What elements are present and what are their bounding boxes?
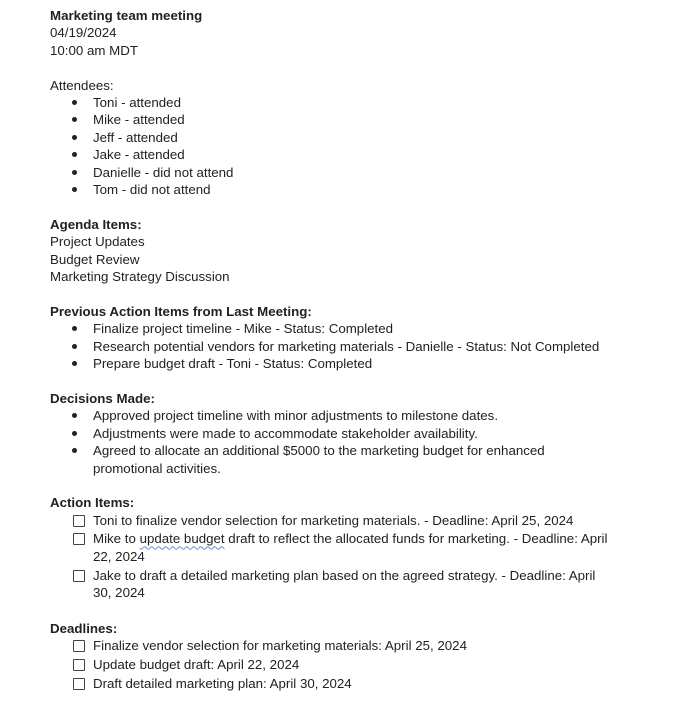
list-item: Finalize project timeline - Mike - Status: Completed — [50, 320, 653, 337]
list-item: Adjustments were made to accommodate stakeholder availability. — [50, 425, 593, 442]
deadlines-checklist — [50, 637, 650, 692]
list-item: Research potential vendors for marketing materials - Danielle - Status: Not Completed — [50, 338, 653, 355]
previous-action-items-heading: Previous Action Items from Last Meeting: — [50, 303, 312, 319]
agenda-item: Budget Review — [50, 251, 140, 267]
spacer — [50, 285, 650, 302]
checkbox[interactable] — [73, 659, 85, 671]
agenda-item: Marketing Strategy Discussion — [50, 269, 230, 285]
checkbox[interactable] — [73, 640, 85, 652]
meeting-title: Marketing team meeting — [50, 8, 203, 23]
list-item: Toni - attended — [50, 94, 593, 111]
checklist-item: Draft detailed marketing plan: April 30, 2024 — [50, 675, 613, 692]
bullet-icon — [72, 413, 77, 418]
list-item: Mike - attended — [50, 111, 593, 128]
checklist-item: Finalize vendor selection for marketing materials: April 25, 2024 — [50, 637, 613, 654]
bullet-icon — [72, 344, 77, 349]
list-item: Jake - attended — [50, 146, 593, 163]
decisions-heading: Decisions Made: — [50, 390, 155, 406]
list-item: Agreed to allocate an additional $5000 to the marketing budget for enhanced promotional activities. — [50, 442, 593, 477]
checklist-item: Mike to update budget draft to reflect the allocated funds for marketing. - Deadline: April 22, 2024 — [50, 530, 613, 565]
spellcheck-flagged-text[interactable]: update budget — [139, 531, 225, 547]
bullet-icon — [72, 117, 77, 122]
checklist-item: Jake to draft a detailed marketing plan based on the agreed strategy. - Deadline: April 30, 2024 — [50, 567, 613, 602]
checkbox[interactable] — [73, 678, 85, 690]
list-item: Danielle - did not attend — [50, 164, 593, 181]
spacer — [50, 477, 650, 494]
spacer — [50, 59, 650, 76]
meeting-date: 04/19/2024 — [50, 25, 117, 41]
checklist-item: Toni to finalize vendor selection for marketing materials. - Deadline: April 25, 2024 — [50, 512, 613, 529]
bullet-icon — [72, 170, 77, 175]
decisions-list — [50, 407, 650, 477]
bullet-icon — [72, 361, 77, 366]
checkbox[interactable] — [73, 533, 85, 545]
action-items-heading: Action Items: — [50, 495, 135, 511]
checkbox[interactable] — [73, 515, 85, 527]
agenda-heading: Agenda Items: — [50, 216, 142, 232]
bullet-icon — [72, 448, 77, 453]
bullet-icon — [72, 187, 77, 192]
list-item: Approved project timeline with minor adjustments to milestone dates. — [50, 407, 593, 424]
bullet-icon — [72, 135, 77, 140]
deadlines-heading: Deadlines: — [50, 621, 118, 637]
action-items-checklist — [50, 512, 650, 602]
list-item: Jeff - attended — [50, 129, 593, 146]
checkbox[interactable] — [73, 570, 85, 582]
attendees-list — [50, 94, 650, 198]
previous-action-items-list — [50, 320, 650, 372]
bullet-icon — [72, 326, 77, 331]
spacer — [50, 198, 650, 215]
checklist-item: Update budget draft: April 22, 2024 — [50, 656, 613, 673]
bullet-icon — [72, 100, 77, 105]
agenda-item: Project Updates — [50, 234, 145, 250]
spacer — [50, 372, 650, 389]
bullet-icon — [72, 431, 77, 436]
bullet-icon — [72, 152, 77, 157]
list-item: Tom - did not attend — [50, 181, 593, 198]
document-body[interactable] — [50, 7, 650, 694]
meeting-time: 10:00 am MDT — [50, 42, 138, 58]
attendees-label: Attendees: — [50, 77, 114, 93]
spacer — [50, 603, 650, 620]
list-item: Prepare budget draft - Toni - Status: Completed — [50, 355, 653, 372]
